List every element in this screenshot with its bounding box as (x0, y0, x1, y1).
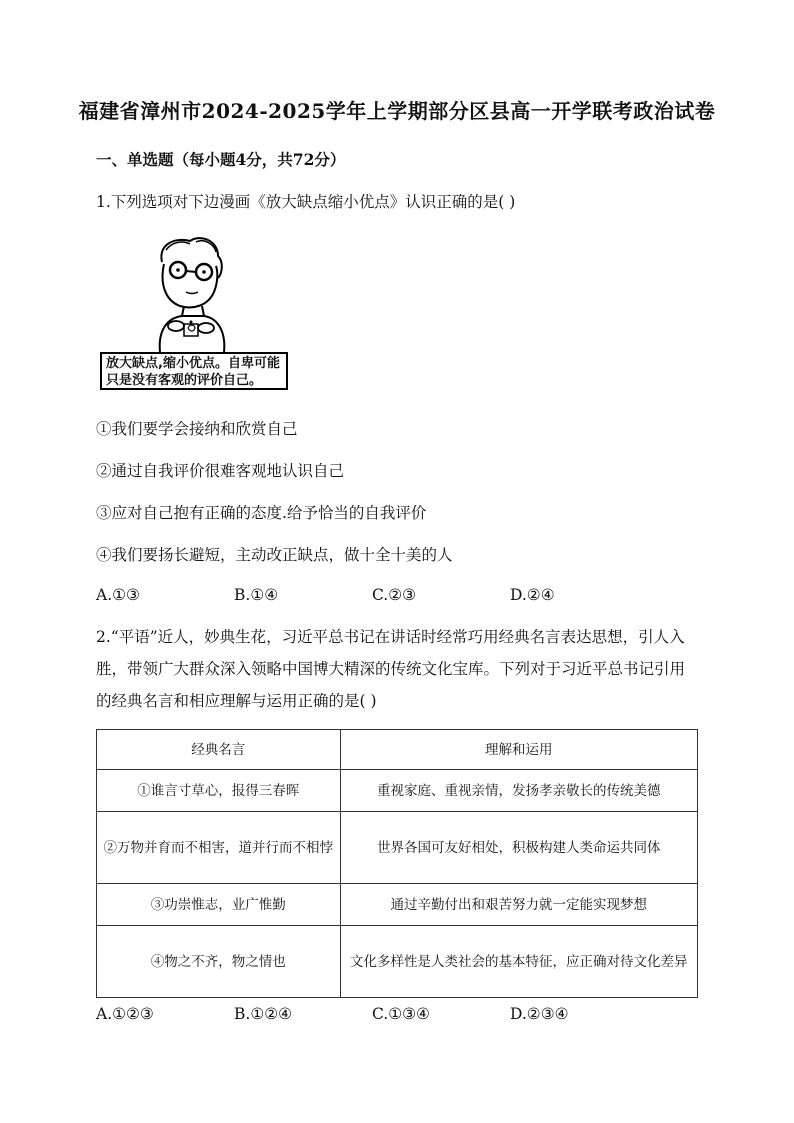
statement-4: ④我们要扬长避短，主动改正缺点，做十全十美的人 (96, 546, 453, 564)
choice-d[interactable]: D.②③④ (510, 1005, 569, 1023)
table-row (97, 812, 698, 884)
exam-title: 福建省漳州市2024-2025学年上学期部分区县高一开学联考政治试卷 (78, 99, 716, 123)
cartoon-caption: 放大缺点,缩小优点。自卑可能只是没有客观的评价自己。 (100, 352, 288, 390)
question-2-choices (96, 1005, 696, 1027)
quote-table (96, 729, 698, 998)
table-cell: 重视家庭、重视亲情，发扬孝亲敬长的传统美德 (340, 770, 697, 812)
statement-3: ③应对自己抱有正确的态度.给予恰当的自我评价 (96, 504, 427, 522)
statement-1: ①我们要学会接纳和欣赏自己 (96, 420, 298, 438)
table-row (97, 770, 698, 812)
choice-b[interactable]: B.①②④ (234, 1005, 293, 1023)
choice-c[interactable]: C.②③ (372, 586, 417, 604)
table-header: 经典名言 (97, 730, 341, 770)
table-header-row (97, 730, 698, 770)
question-1-stem: 1.下列选项对下边漫画《放大缺点缩小优点》认识正确的是( ) (96, 193, 516, 211)
table-cell: ①谁言寸草心，报得三春晖 (97, 770, 341, 812)
table-cell: ②万物并育而不相害，道并行而不相悖 (97, 812, 341, 884)
table-cell: 通过辛勤付出和艰苦努力就一定能实现梦想 (340, 884, 697, 926)
choice-a[interactable]: A.①③ (96, 586, 140, 604)
table-cell: ④物之不齐，物之情也 (97, 926, 341, 998)
table-cell: 世界各国可友好相处，积极构建人类命运共同体 (340, 812, 697, 884)
choice-c[interactable]: C.①③④ (372, 1005, 430, 1023)
table-header: 理解和运用 (340, 730, 697, 770)
choice-d[interactable]: D.②④ (510, 586, 555, 604)
table-cell: 文化多样性是人类社会的基本特征，应正确对待文化差异 (340, 926, 697, 998)
question-1-choices (96, 586, 696, 608)
choice-a[interactable]: A.①②③ (96, 1005, 154, 1023)
choice-b[interactable]: B.①④ (234, 586, 279, 604)
section-heading: 一、单选题（每小题4分，共72分） (96, 150, 346, 169)
table-row (97, 884, 698, 926)
table-row (97, 926, 698, 998)
table-cell: ③功崇惟志，业广惟勤 (97, 884, 341, 926)
statement-2: ②通过自我评价很难客观地认识自己 (96, 462, 345, 480)
question-2-stem: 2.“平语”近人，妙典生花，习近平总书记在讲话时经常巧用经典名言表达思想，引人入胜，带领广大群众深入领略中国博大精深的传统文化宝库。下列对于习近平总书记引用的经典名言和相应理解与运用正确的是( ) (96, 628, 686, 710)
